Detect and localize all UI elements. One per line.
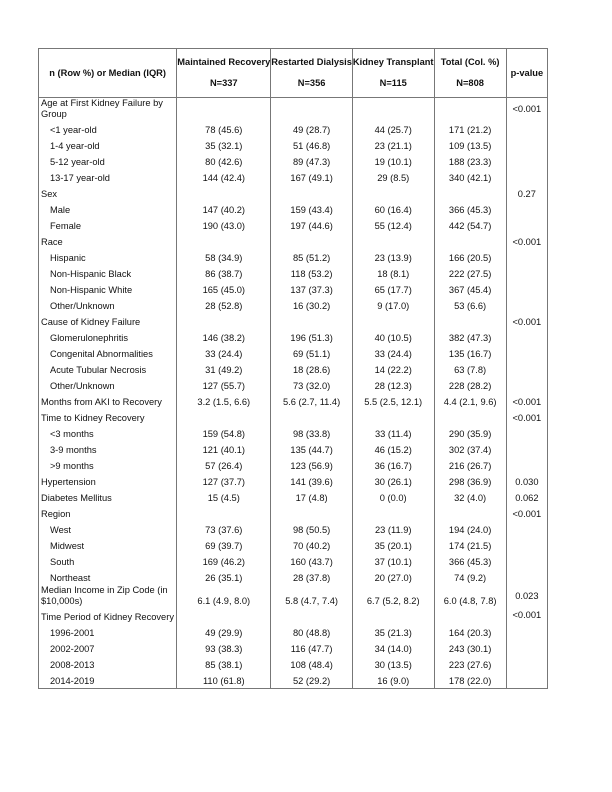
- cell-value: [271, 313, 353, 329]
- row-sublabel: 3-9 months: [39, 441, 177, 457]
- row-label: Diabetes Mellitus: [39, 489, 177, 505]
- cell-value: 135 (16.7): [434, 345, 506, 361]
- cell-p-value: [506, 169, 547, 185]
- cell-p-value: 0.062: [506, 489, 547, 505]
- row-sublabel: Northeast: [39, 569, 177, 585]
- cell-value: [177, 608, 271, 624]
- cell-value: 28 (37.8): [271, 569, 353, 585]
- table-row: [39, 521, 548, 537]
- cell-p-value: <0.001: [506, 505, 547, 521]
- cell-p-value: 0.023: [506, 585, 547, 608]
- cell-value: 6.7 (5.2, 8.2): [352, 585, 434, 608]
- table-row: [39, 473, 548, 489]
- cell-value: 69 (51.1): [271, 345, 353, 361]
- row-sublabel: 1996-2001: [39, 624, 177, 640]
- cell-value: [271, 233, 353, 249]
- table-row: [39, 656, 548, 672]
- table-row: [39, 313, 548, 329]
- header-kidney-transplant: [352, 49, 434, 98]
- cell-value: 65 (17.7): [352, 281, 434, 297]
- cell-value: 33 (11.4): [352, 425, 434, 441]
- table-row: [39, 153, 548, 169]
- table-row: [39, 585, 548, 608]
- table-row: [39, 281, 548, 297]
- cell-value: 60 (16.4): [352, 201, 434, 217]
- row-sublabel: 2014-2019: [39, 672, 177, 689]
- cell-value: 243 (30.1): [434, 640, 506, 656]
- cell-value: 164 (20.3): [434, 624, 506, 640]
- row-sublabel: Midwest: [39, 537, 177, 553]
- cell-value: 35 (32.1): [177, 137, 271, 153]
- cell-value: 222 (27.5): [434, 265, 506, 281]
- header-label-text: n (Row %) or Median (IQR): [49, 67, 166, 78]
- cell-value: 5.5 (2.5, 12.1): [352, 393, 434, 409]
- cell-value: 49 (29.9): [177, 624, 271, 640]
- cell-value: 53 (6.6): [434, 297, 506, 313]
- cell-value: 57 (26.4): [177, 457, 271, 473]
- row-label: Time Period of Kidney Recovery: [39, 608, 177, 624]
- cell-value: 49 (28.7): [271, 121, 353, 137]
- cell-value: 46 (15.2): [352, 441, 434, 457]
- cell-value: [352, 313, 434, 329]
- cell-p-value: [506, 569, 547, 585]
- cell-p-value: [506, 345, 547, 361]
- cell-value: 30 (13.5): [352, 656, 434, 672]
- cell-value: 109 (13.5): [434, 137, 506, 153]
- cell-value: 123 (56.9): [271, 457, 353, 473]
- cell-value: [177, 409, 271, 425]
- table-row: [39, 624, 548, 640]
- header-group-label: Maintained Recovery: [177, 57, 271, 67]
- cell-value: 6.0 (4.8, 7.8): [434, 585, 506, 608]
- cell-value: 137 (37.3): [271, 281, 353, 297]
- table-row: [39, 169, 548, 185]
- row-sublabel: West: [39, 521, 177, 537]
- cell-value: 159 (54.8): [177, 425, 271, 441]
- cell-value: 190 (43.0): [177, 217, 271, 233]
- cell-p-value: [506, 217, 547, 233]
- cell-value: 58 (34.9): [177, 249, 271, 265]
- cell-value: 40 (10.5): [352, 329, 434, 345]
- header-group-n: N=115: [379, 78, 407, 88]
- header-group-label: Total (Col. %): [440, 57, 500, 67]
- cell-value: 5.6 (2.7, 11.4): [271, 393, 353, 409]
- cell-value: [352, 409, 434, 425]
- cell-p-value: [506, 137, 547, 153]
- cell-value: 74 (9.2): [434, 569, 506, 585]
- cell-value: 6.1 (4.9, 8.0): [177, 585, 271, 608]
- cell-value: 23 (21.1): [352, 137, 434, 153]
- cell-value: [434, 185, 506, 201]
- cell-value: 165 (45.0): [177, 281, 271, 297]
- cell-value: 23 (13.9): [352, 249, 434, 265]
- cell-value: [271, 608, 353, 624]
- cell-value: [352, 185, 434, 201]
- cell-value: [177, 313, 271, 329]
- cell-value: 5.8 (4.7, 7.4): [271, 585, 353, 608]
- table-row: [39, 569, 548, 585]
- table-row: [39, 233, 548, 249]
- cell-value: 93 (38.3): [177, 640, 271, 656]
- table-row: [39, 409, 548, 425]
- header-row: [39, 49, 548, 98]
- row-sublabel: >9 months: [39, 457, 177, 473]
- cell-value: [434, 409, 506, 425]
- cell-value: 127 (55.7): [177, 377, 271, 393]
- cell-value: [177, 233, 271, 249]
- row-label: Cause of Kidney Failure: [39, 313, 177, 329]
- cell-p-value: [506, 521, 547, 537]
- table-row: [39, 672, 548, 689]
- table-body: [39, 98, 548, 689]
- header-p-text: p-value: [510, 67, 544, 78]
- row-sublabel: Hispanic: [39, 249, 177, 265]
- characteristics-table: [38, 48, 548, 689]
- row-label: Sex: [39, 185, 177, 201]
- table-row: [39, 377, 548, 393]
- cell-value: 127 (37.7): [177, 473, 271, 489]
- cell-value: 108 (48.4): [271, 656, 353, 672]
- cell-value: 110 (61.8): [177, 672, 271, 689]
- cell-value: [271, 505, 353, 521]
- table-row: [39, 393, 548, 409]
- cell-value: 16 (30.2): [271, 297, 353, 313]
- cell-value: [352, 98, 434, 122]
- cell-value: 160 (43.7): [271, 553, 353, 569]
- cell-value: [434, 505, 506, 521]
- cell-value: 19 (10.1): [352, 153, 434, 169]
- row-sublabel: 5-12 year-old: [39, 153, 177, 169]
- table-row: [39, 201, 548, 217]
- cell-value: 70 (40.2): [271, 537, 353, 553]
- cell-p-value: <0.001: [506, 313, 547, 329]
- row-sublabel: Non-Hispanic White: [39, 281, 177, 297]
- cell-value: 197 (44.6): [271, 217, 353, 233]
- table-row: [39, 265, 548, 281]
- cell-value: 32 (4.0): [434, 489, 506, 505]
- table-row: [39, 249, 548, 265]
- row-sublabel: Acute Tubular Necrosis: [39, 361, 177, 377]
- cell-p-value: [506, 297, 547, 313]
- row-sublabel: 1-4 year-old: [39, 137, 177, 153]
- cell-value: [177, 185, 271, 201]
- cell-p-value: [506, 441, 547, 457]
- header-maintained-recovery: [177, 49, 271, 98]
- header-group-label: Restarted Dialysis: [271, 57, 352, 67]
- cell-value: [177, 505, 271, 521]
- cell-value: 85 (38.1): [177, 656, 271, 672]
- cell-value: 18 (8.1): [352, 265, 434, 281]
- cell-value: 98 (33.8): [271, 425, 353, 441]
- row-sublabel: 13-17 year-old: [39, 169, 177, 185]
- cell-value: 26 (35.1): [177, 569, 271, 585]
- row-label: Median Income in Zip Code (in $10,000s): [39, 585, 177, 608]
- table-row: [39, 553, 548, 569]
- cell-value: 29 (8.5): [352, 169, 434, 185]
- cell-value: 171 (21.2): [434, 121, 506, 137]
- header-label-col: [39, 49, 177, 98]
- cell-value: 147 (40.2): [177, 201, 271, 217]
- cell-value: 28 (12.3): [352, 377, 434, 393]
- table-row: [39, 441, 548, 457]
- cell-value: 80 (48.8): [271, 624, 353, 640]
- cell-value: [271, 98, 353, 122]
- cell-value: [434, 98, 506, 122]
- cell-value: 30 (26.1): [352, 473, 434, 489]
- row-sublabel: Female: [39, 217, 177, 233]
- cell-p-value: [506, 121, 547, 137]
- cell-value: [271, 409, 353, 425]
- cell-value: 135 (44.7): [271, 441, 353, 457]
- table-row: [39, 608, 548, 624]
- cell-value: 178 (22.0): [434, 672, 506, 689]
- cell-value: 33 (24.4): [352, 345, 434, 361]
- row-sublabel: <1 year-old: [39, 121, 177, 137]
- cell-value: 34 (14.0): [352, 640, 434, 656]
- cell-value: 382 (47.3): [434, 329, 506, 345]
- cell-value: 78 (45.6): [177, 121, 271, 137]
- table-row: [39, 217, 548, 233]
- cell-value: 15 (4.5): [177, 489, 271, 505]
- cell-value: 366 (45.3): [434, 553, 506, 569]
- cell-value: 73 (37.6): [177, 521, 271, 537]
- cell-value: 159 (43.4): [271, 201, 353, 217]
- cell-value: 9 (17.0): [352, 297, 434, 313]
- cell-value: 367 (45.4): [434, 281, 506, 297]
- header-group-label: Kidney Transplant: [352, 57, 434, 67]
- cell-value: 167 (49.1): [271, 169, 353, 185]
- cell-value: 298 (36.9): [434, 473, 506, 489]
- cell-value: 216 (26.7): [434, 457, 506, 473]
- cell-value: [352, 608, 434, 624]
- cell-value: 73 (32.0): [271, 377, 353, 393]
- cell-value: 188 (23.3): [434, 153, 506, 169]
- cell-value: 223 (27.6): [434, 656, 506, 672]
- cell-value: 121 (40.1): [177, 441, 271, 457]
- row-sublabel: Non-Hispanic Black: [39, 265, 177, 281]
- cell-value: 14 (22.2): [352, 361, 434, 377]
- cell-value: 166 (20.5): [434, 249, 506, 265]
- cell-value: 228 (28.2): [434, 377, 506, 393]
- cell-value: 33 (24.4): [177, 345, 271, 361]
- cell-value: 98 (50.5): [271, 521, 353, 537]
- row-sublabel: Glomerulonephritis: [39, 329, 177, 345]
- row-sublabel: Other/Unknown: [39, 297, 177, 313]
- cell-p-value: [506, 329, 547, 345]
- table-row: [39, 361, 548, 377]
- cell-value: 35 (20.1): [352, 537, 434, 553]
- header-group-n: N=808: [456, 78, 484, 88]
- row-label: Region: [39, 505, 177, 521]
- cell-value: 17 (4.8): [271, 489, 353, 505]
- cell-value: 86 (38.7): [177, 265, 271, 281]
- cell-p-value: [506, 624, 547, 640]
- cell-value: [434, 313, 506, 329]
- cell-value: 290 (35.9): [434, 425, 506, 441]
- table-row: [39, 457, 548, 473]
- cell-value: 89 (47.3): [271, 153, 353, 169]
- cell-value: [352, 505, 434, 521]
- header-p-value: [506, 49, 547, 98]
- cell-value: 366 (45.3): [434, 201, 506, 217]
- row-label: Time to Kidney Recovery: [39, 409, 177, 425]
- cell-p-value: <0.001: [506, 98, 547, 122]
- cell-value: 31 (49.2): [177, 361, 271, 377]
- cell-p-value: 0.27: [506, 185, 547, 201]
- cell-p-value: [506, 425, 547, 441]
- cell-value: 194 (24.0): [434, 521, 506, 537]
- cell-value: [352, 233, 434, 249]
- cell-value: 174 (21.5): [434, 537, 506, 553]
- cell-value: 3.2 (1.5, 6.6): [177, 393, 271, 409]
- cell-value: 20 (27.0): [352, 569, 434, 585]
- row-sublabel: South: [39, 553, 177, 569]
- cell-p-value: 0.030: [506, 473, 547, 489]
- row-sublabel: 2008-2013: [39, 656, 177, 672]
- cell-value: 23 (11.9): [352, 521, 434, 537]
- cell-p-value: <0.001: [506, 393, 547, 409]
- cell-value: [177, 98, 271, 122]
- cell-p-value: [506, 640, 547, 656]
- cell-p-value: [506, 201, 547, 217]
- table-row: [39, 489, 548, 505]
- row-label: Months from AKI to Recovery: [39, 393, 177, 409]
- cell-p-value: [506, 153, 547, 169]
- table-row: [39, 329, 548, 345]
- row-sublabel: <3 months: [39, 425, 177, 441]
- cell-value: 16 (9.0): [352, 672, 434, 689]
- cell-value: 36 (16.7): [352, 457, 434, 473]
- cell-value: 302 (37.4): [434, 441, 506, 457]
- header-group-n: N=356: [297, 78, 326, 88]
- table-header: [39, 49, 548, 98]
- cell-value: 196 (51.3): [271, 329, 353, 345]
- row-label: Age at First Kidney Failure by Group: [39, 98, 177, 122]
- cell-value: 141 (39.6): [271, 473, 353, 489]
- cell-value: 442 (54.7): [434, 217, 506, 233]
- cell-p-value: [506, 249, 547, 265]
- cell-value: 85 (51.2): [271, 249, 353, 265]
- cell-p-value: <0.001: [506, 233, 547, 249]
- table-row: [39, 345, 548, 361]
- cell-value: 63 (7.8): [434, 361, 506, 377]
- cell-value: [271, 185, 353, 201]
- cell-p-value: [506, 457, 547, 473]
- table-row: [39, 137, 548, 153]
- table-row: [39, 185, 548, 201]
- cell-value: 146 (38.2): [177, 329, 271, 345]
- cell-p-value: <0.001: [506, 409, 547, 425]
- cell-value: 69 (39.7): [177, 537, 271, 553]
- cell-p-value: <0.001: [506, 608, 547, 624]
- row-label: Hypertension: [39, 473, 177, 489]
- cell-value: 144 (42.4): [177, 169, 271, 185]
- cell-p-value: [506, 281, 547, 297]
- cell-value: 44 (25.7): [352, 121, 434, 137]
- header-restarted-dialysis: [271, 49, 353, 98]
- row-sublabel: Male: [39, 201, 177, 217]
- cell-value: 169 (46.2): [177, 553, 271, 569]
- cell-value: 55 (12.4): [352, 217, 434, 233]
- cell-value: 37 (10.1): [352, 553, 434, 569]
- cell-value: [434, 233, 506, 249]
- row-sublabel: 2002-2007: [39, 640, 177, 656]
- cell-p-value: [506, 361, 547, 377]
- cell-p-value: [506, 377, 547, 393]
- table-row: [39, 505, 548, 521]
- cell-p-value: [506, 672, 547, 689]
- cell-p-value: [506, 265, 547, 281]
- table-row: [39, 121, 548, 137]
- cell-value: 0 (0.0): [352, 489, 434, 505]
- row-sublabel: Congenital Abnormalities: [39, 345, 177, 361]
- cell-value: 52 (29.2): [271, 672, 353, 689]
- header-total: [434, 49, 506, 98]
- cell-value: 118 (53.2): [271, 265, 353, 281]
- table-row: [39, 425, 548, 441]
- cell-value: 35 (21.3): [352, 624, 434, 640]
- cell-value: 4.4 (2.1, 9.6): [434, 393, 506, 409]
- cell-p-value: [506, 537, 547, 553]
- cell-value: 80 (42.6): [177, 153, 271, 169]
- cell-value: 340 (42.1): [434, 169, 506, 185]
- table-row: [39, 98, 548, 122]
- row-label: Race: [39, 233, 177, 249]
- table-row: [39, 640, 548, 656]
- cell-value: 116 (47.7): [271, 640, 353, 656]
- cell-value: [434, 608, 506, 624]
- cell-value: 18 (28.6): [271, 361, 353, 377]
- cell-p-value: [506, 553, 547, 569]
- table-row: [39, 537, 548, 553]
- cell-p-value: [506, 656, 547, 672]
- cell-value: 51 (46.8): [271, 137, 353, 153]
- cell-value: 28 (52.8): [177, 297, 271, 313]
- table-row: [39, 297, 548, 313]
- row-sublabel: Other/Unknown: [39, 377, 177, 393]
- header-group-n: N=337: [209, 78, 238, 88]
